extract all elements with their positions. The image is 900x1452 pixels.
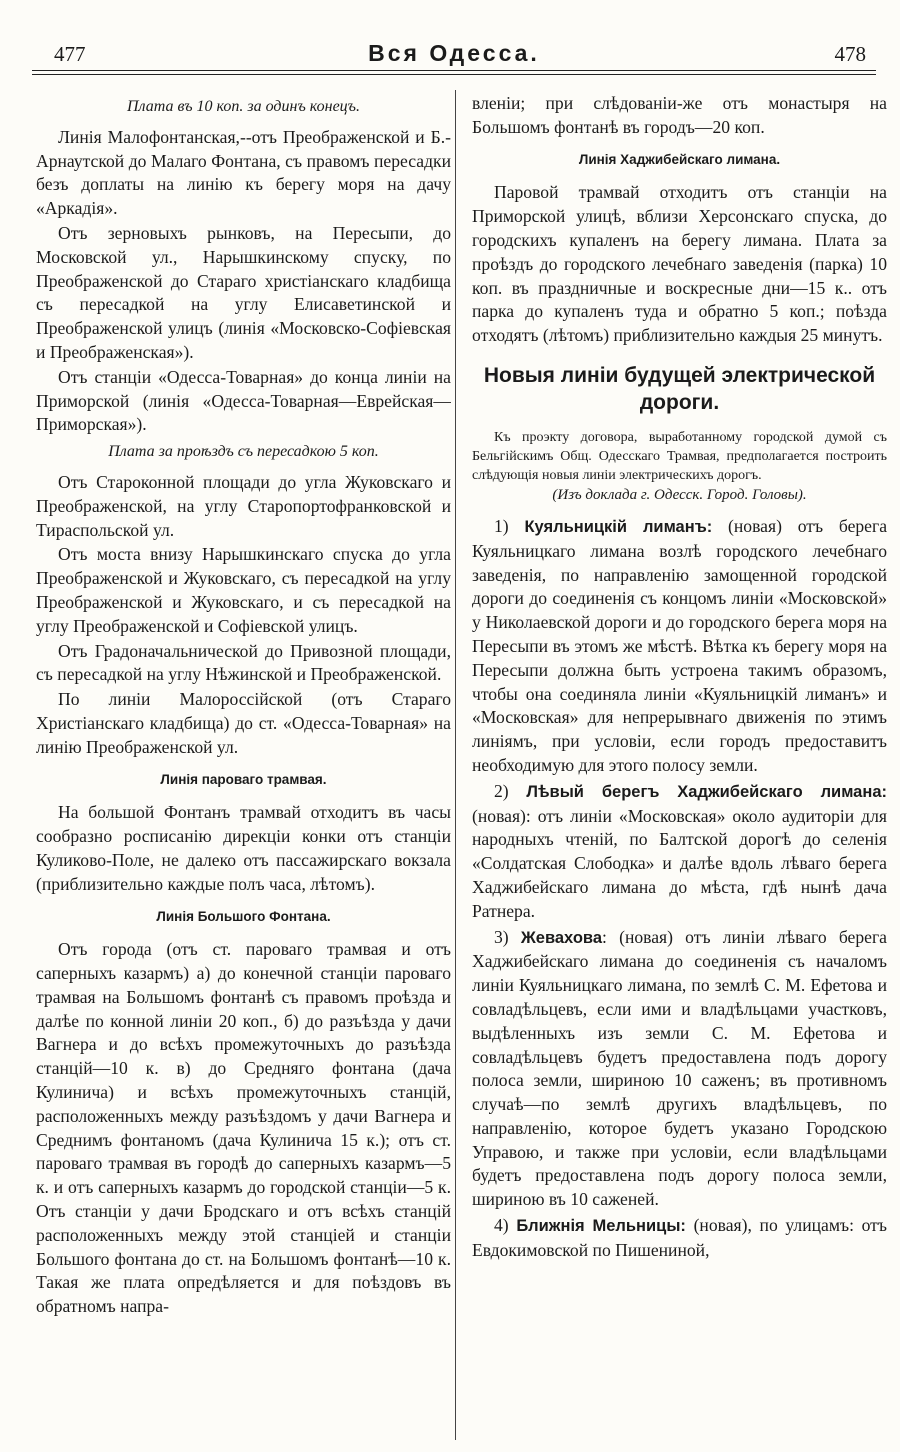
numbered-item <box>472 780 887 924</box>
paragraph: Отъ города (отъ ст. пароваго трамвая и отъ саперныхъ казармъ) а) до конечной станціи пароваго трамвая на Большомъ фонтанѣ съ правомъ проѣзда и далѣе по конной линіи 20 коп., б) до разъѣзда у дачи Вагнера и до всѣхъ промежуточныхъ до разъѣзда станцій—10 к. в) до Средняго фонтана (дача Кулинича) и всѣхъ промежуточныхъ станцій, расположенныхъ между разъѣздомъ у дачи Вагнера и Среднимъ фонтаномъ (дача Кулинича 15 к.); отъ ст. пароваго трамвая въ городѣ до саперныхъ казармъ—5 к. и отъ саперныхъ казармъ до городской станціи—5 к. Отъ станціи у дачи Бродскаго и отъ всѣхъ станцій расположенныхъ между этой станціей и станціи Большого фонтана до ст. на Большомъ фонтанѣ—10 к. Такая же плата опредѣляется и для поѣздовъ въ обратномъ напра- <box>36 939 451 1317</box>
item-number: 4) <box>494 1215 509 1236</box>
paragraph: Отъ Градоначальнической до Привозной площади, съ пересадкой на углу Нѣжинской и Преображенской. <box>36 640 451 685</box>
section-heading: Линія пароваго трамвая. <box>160 771 327 787</box>
main-heading: Новыя линіи будущей электрической дороги. <box>483 363 876 414</box>
intro-note: Къ проэкту договора, выработанному городской думой съ Бельгійскимъ Общ. Одесскаго Трамвая, предполагается построить слѣдующія новыя линіи электрическихъ дорогъ. <box>472 429 887 483</box>
item-text: (новая) отъ берега Куяльницкаго лимана возлѣ городского лечебнаго заведенія, по направленію замощенной городской дороги до соединенія съ концомъ линіи «Московской» у Николаевской дороги и до городского берега моря на Пересыпи въ этомъ же мѣстѣ. Вѣтка къ берегу моря на Пересыпи должна быть устроена такимъ образомъ, чтобы она соединяла линіи «Куяльницкій лиманъ» и «Московская» для непрерывнаго движенія по этимъ линіямъ, при условіи, если городъ предоставитъ необходимую для этого полосу земли. <box>472 515 887 775</box>
item-term: Лѣвый берегъ Хаджибейскаго лимана: <box>526 782 887 801</box>
paragraph-continuation: вленіи; при слѣдованіи-же отъ монастыря на Большомъ фонтанѣ въ городъ—20 коп. <box>472 93 887 137</box>
numbered-item <box>472 515 887 778</box>
paragraph: Линія Малофонтанская,--отъ Преображенской и Б.-Арнаутской до Малаго Фонтана, съ правомъ пересадки безъ доплаты на линію къ берегу моря на дачу «Аркадія». <box>36 126 451 219</box>
item-number: 3) <box>494 926 509 947</box>
paragraph: На большой Фонтанъ трамвай отходитъ въ часы сообразно росписанію дирекціи конки отъ станціи Куликово-Поле, не далеко отъ пассажирскаго вокзала (приблизительно каждые полъ часа, лѣтомъ). <box>36 802 451 894</box>
left-column <box>36 92 451 1442</box>
paragraph: Отъ зерновыхъ рынковъ, на Пересыпи, до Московской ул., Нарышкинскому спуску, по Преображенской до Стараго христіанскаго кладбища съ пересадкой на углу Елисаветинской и Преображенской улицъ (линія «Московско-Софіевская и Преображенская»). <box>36 222 451 362</box>
paragraph: Отъ Староконной площади до угла Жуковскаго и Преображенской, на углу Старопортофранковской и Тираспольской ул. <box>36 471 451 540</box>
page-number-left: 477 <box>54 42 86 66</box>
page-header <box>32 40 876 76</box>
paragraph: Паровой трамвай отходитъ отъ станціи на Приморской улицѣ, вблизи Херсонскаго спуска, до городскихъ купаленъ на берегу лимана. Плата за проѣздъ до городского лечебнаго заведенія (парка) 10 коп. въ праздничные и воскресные дни—15 к.. отъ парка до купаленъ туда и обратно 5 коп.; поѣзда отходятъ (лѣтомъ) приблизительно каждыя 25 минутъ. <box>472 182 887 346</box>
source-note: (Изъ доклада г. Одесск. Город. Головы). <box>552 486 807 503</box>
numbered-item <box>472 926 887 1213</box>
item-text: : (новая) отъ линіи лѣваго берега Хаджибейскаго лимана до соединенія съ началомъ линіи Куяльницкаго лимана, по землѣ С. М. Ефетова и совладѣльцевъ, если ими и владѣльцами участковъ, выдѣленныхъ изъ земли С. М. Ефетова и совладѣльцевъ будетъ предоставлена подъ дорогу полоса земли, шириною 10 саженъ; въ противномъ случаѣ—по землѣ другихъ владѣльцевъ, по направленію, которое будетъ указано Городскою Управою, и также при условіи, если владѣльцами будетъ предоставлена подъ дорогу полоса земли, шириною въ 10 саженей. <box>472 926 887 1210</box>
item-term: Ближнія Мельницы: <box>516 1217 686 1236</box>
item-text: (новая): отъ линіи «Московская» около аудиторіи для народныхъ чтеній, по Балтской дорогѣ до селенія «Солдатская Слободка» и далѣе вдоль лѣваго берега Хаджибейскаго лимана до мѣста, гдѣ нынѣ дача Ратнера. <box>472 805 887 921</box>
column-divider <box>455 90 456 1440</box>
italic-heading: Плата за проѣздъ съ пересадкою 5 коп. <box>108 443 379 461</box>
item-term: Жевахова <box>520 928 602 947</box>
numbered-item <box>472 1214 887 1263</box>
item-text: (новая), по улицамъ: отъ Евдокимовской по Пишениной, <box>472 1215 887 1260</box>
item-number: 1) <box>494 515 509 536</box>
section-heading: Линія Большого Фонтана. <box>156 908 331 924</box>
item-term: Куяльницкій лиманъ: <box>524 517 713 536</box>
header-rule-top <box>32 70 876 71</box>
running-title: Вся Одесса. <box>368 40 540 66</box>
paragraph: Отъ моста внизу Нарышкинскаго спуска до угла Преображенской и Жуковскаго, съ пересадкой на углу Преображенской и Жуковскаго, и съ пересадкой на углу Преображенской и Софіевской улицъ. <box>36 544 451 636</box>
page-number-right: 478 <box>834 42 866 66</box>
section-heading: Линія Хаджибейскаго лимана. <box>578 151 781 167</box>
italic-heading: Плата въ 10 коп. за одинъ конецъ. <box>127 98 360 115</box>
paragraph: По линіи Малороссійской (отъ Стараго Христіанскаго кладбища) до ст. «Одесса-Товарная» на линію Преображенской ул. <box>36 689 451 757</box>
right-column <box>472 92 887 1442</box>
paragraph: Отъ станціи «Одесса-Товарная» до конца линіи на Приморской (линія «Одесса-Товарная—Еврейская—Приморская»). <box>36 366 451 435</box>
header-rule-bottom <box>32 74 876 75</box>
item-number: 2) <box>494 780 509 801</box>
